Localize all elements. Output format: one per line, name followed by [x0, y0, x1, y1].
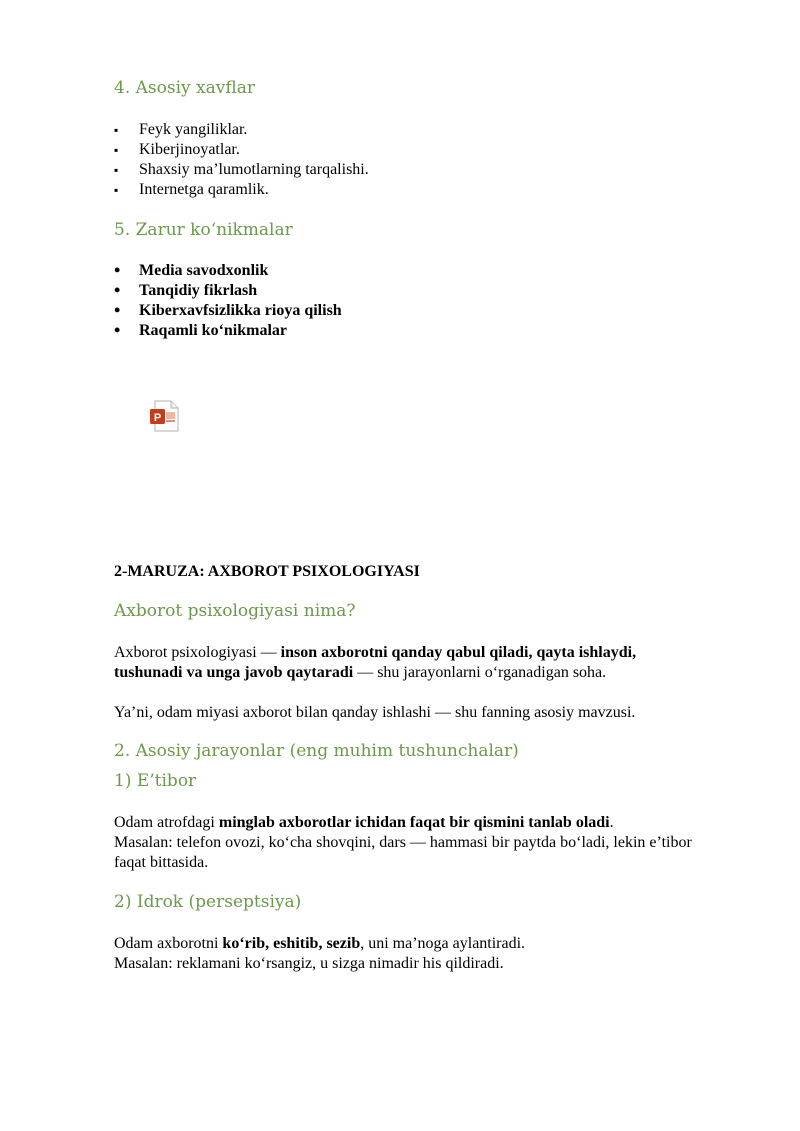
list-item: ▪ Internetga qaramlik. — [114, 180, 369, 200]
text-run: , uni ma’noga aylantiradi. — [360, 935, 526, 952]
bold-text: ko‘rib, eshitib, sezib — [222, 935, 361, 952]
lecture-title: 2-MARUZA: AXBOROT PSIXOLOGIYASI — [114, 563, 420, 580]
perception-heading: 2) Idrok (perseptsiya) — [114, 892, 302, 912]
section-heading-risks: 4. Asosiy xavflar — [114, 78, 255, 98]
list-item: ▪ Kiberjinoyatlar. — [114, 140, 369, 160]
list-item: ▪ Feyk yangiliklar. — [114, 120, 369, 140]
list-item: • Tanqidiy fikrlash — [114, 281, 342, 301]
ppt-letter: P — [153, 412, 162, 424]
text-run: — shu jarayonlarni o‘rganadigan soha. — [353, 664, 607, 681]
bold-text: minglab axborotlar ichidan faqat bir qismini tanlab oladi — [218, 814, 610, 831]
risks-list — [114, 120, 369, 200]
skills-list — [114, 261, 342, 341]
definition-paragraph-2: Ya’ni, odam miyasi axborot bilan qanday ishlashi — shu fanning asosiy mavzusi. — [114, 704, 636, 721]
section-heading-skills: 5. Zarur ko‘nikmalar — [114, 220, 293, 240]
text-run: Odam axborotni — [114, 935, 223, 952]
attention-paragraph — [114, 813, 704, 873]
list-item: • Kiberxavfsizlikka rioya qilish — [114, 301, 342, 321]
perception-paragraph — [114, 934, 704, 974]
text-run: Odam atrofdagi — [114, 814, 219, 831]
question-heading: Axborot psixologiyasi nima? — [114, 601, 356, 621]
attention-heading: 1) E’tibor — [114, 771, 197, 791]
list-item: ▪ Shaxsiy ma’lumotlarning tarqalishi. — [114, 160, 369, 180]
definition-paragraph — [114, 643, 704, 683]
text-run: . — [609, 814, 614, 831]
bold-text: inson axborotni qanday qabul qiladi, qayta ishlaydi, tushunadi va unga javob qaytaradi — [114, 644, 637, 681]
example-text: Masalan: telefon ovozi, ko‘cha shovqini, dars — hammasi bir paytda bo‘ladi, lekin e’tibor faqat bittasida. — [114, 834, 692, 871]
list-item: • Media savodxonlik — [114, 261, 342, 281]
powerpoint-file-icon[interactable] — [149, 400, 179, 432]
text-run: Axborot psixologiyasi — — [114, 644, 281, 661]
example-text: Masalan: reklamani ko‘rsangiz, u sizga nimadir his qildiradi. — [114, 955, 504, 972]
list-item: • Raqamli ko‘nikmalar — [114, 321, 342, 341]
processes-heading: 2. Asosiy jarayonlar (eng muhim tushunchalar) — [114, 741, 519, 761]
